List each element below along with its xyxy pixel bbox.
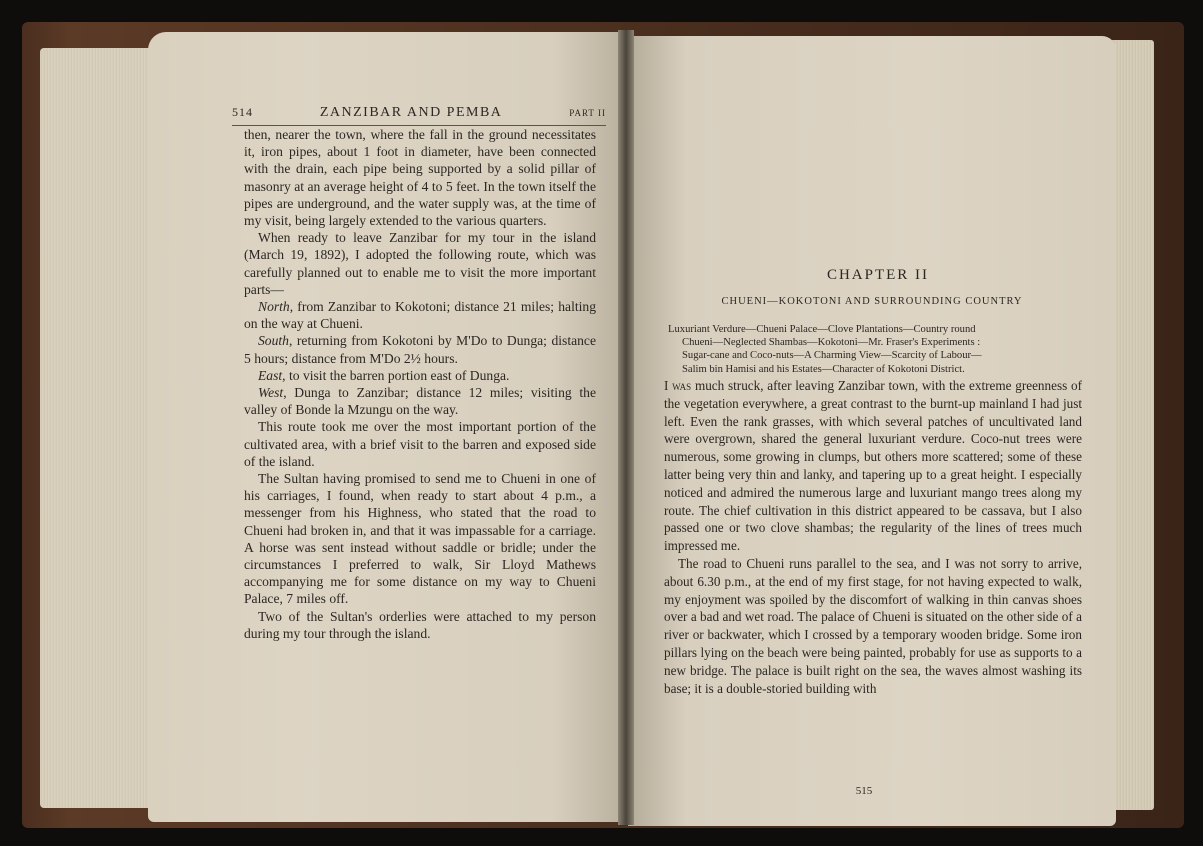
route-entry <box>244 384 596 418</box>
left-page <box>148 32 624 822</box>
part-label: PART II <box>569 108 606 118</box>
synopsis-line: Chueni—Neglected Shambas—Kokotoni—Mr. Fraser's Experiments : <box>682 337 981 349</box>
paragraph-text: much struck, after leaving Zanzibar town, with the extreme greenness of the vegetation everywhere, a great contrast to the burnt-up mainland I had just left. Even the rank grasses, with which several patches of uncultivated land were overgrown, shared the general luxuriant verdure. Coco-nut trees were numerous, some growing in clumps, but others more scattered; some of these latter being very thin and lanky, and tapering up to a great height. I especially noticed and admired the numerous large and luxuriant mango trees along my route. The chief cultivation in this district appeared to be cassava, but I also passed one or two clove shambas; the regularity of the lines of trees much impressed me. <box>664 378 1082 554</box>
route-direction: North <box>258 299 290 315</box>
route-direction: South <box>258 333 289 349</box>
paragraph: The road to Chueni runs parallel to the sea, and I was not sorry to arrive, about 6.30 p.m., at the end of my first stage, for not having expected to walk, my enjoyment was spoiled by the discomfort of walking in thin canvas shoes over a bad and wet road. The palace of Chueni is situated on the other side of a river or backwater, which I crossed by a temporary wooden bridge. Some iron pillars lying on the beach were being painted, probably for use as supports to a new bridge. The palace is built right on the sea, the waves almost washing its base; it is a double-storied building with <box>664 555 1082 696</box>
route-direction: West <box>258 385 284 401</box>
paragraph: When ready to leave Zanzibar for my tour in the island (March 19, 1892), I adopted the following route, which was carefully planned out to enable me to visit the more important parts— <box>244 230 596 297</box>
opening-words: I was <box>664 378 692 393</box>
running-head <box>232 105 606 126</box>
page-number-right: 515 <box>855 785 873 797</box>
paragraph: then, nearer the town, where the fall in the ground necessitates it, iron pipes, about 1 foot in diameter, have been connected with the drain, each pipe being supported by a solid pillar of masonry at an average height of 4 to 5 feet. In the town itself the pipes are underground, and the water supply was, at the time of my visit, being largely extended to the various quarters. <box>244 127 596 229</box>
synopsis-line: Luxuriant Verdure—Chueni Palace—Clove Plantations—Country round <box>668 324 976 335</box>
paragraph: This route took me over the most important portion of the cultivated area, with a brief visit to the barren and exposed side of the island. <box>244 419 596 469</box>
book-gutter <box>618 30 634 825</box>
route-direction: East <box>258 367 283 383</box>
running-title: ZANZIBAR AND PEMBA <box>319 105 503 120</box>
route-text: , to visit the barren portion east of Dunga. <box>282 367 510 383</box>
route-entry <box>244 367 596 384</box>
route-text: , returning from Kokotoni by M'Do to Dunga; distance 5 hours; distance from M'Do 2½ hours. <box>244 333 596 366</box>
page-edges-left <box>40 48 160 808</box>
route-entry <box>244 298 596 332</box>
paragraph: The Sultan having promised to send me to Chueni in one of his carriages, I found, when ready to start about 4 p.m., a messenger from his Highness, who stated that the road to Chueni had broken in, and that it was impassable for a carriage. A horse was sent instead without saddle or bridle; under the circumstances I preferred to walk, Sir Lloyd Mathews accompanying me for some distance on my way to Chueni Palace, 7 miles off. <box>244 471 596 607</box>
chapter-number: CHAPTER II <box>826 267 930 283</box>
right-page-body <box>664 377 1082 697</box>
page-edges-right <box>1110 40 1154 810</box>
synopsis-line: Salim bin Hamisi and his Estates—Character of Kokotoni District. <box>682 363 965 375</box>
page-number-left: 514 <box>232 105 253 119</box>
chapter-title: CHUENI—KOKOTONI AND SURROUNDING COUNTRY <box>721 296 1023 307</box>
synopsis-line: Sugar-cane and Coco-nuts—A Charming View—Scarcity of Labour— <box>682 350 982 362</box>
route-text: , Dunga to Zanzibar; distance 12 miles; visiting the valley of Bonde la Mzungu on the way. <box>244 385 596 418</box>
route-text: , from Zanzibar to Kokotoni; distance 21 miles; halting on the way at Chueni. <box>244 299 596 332</box>
right-page <box>628 36 1116 826</box>
left-page-body <box>244 126 596 642</box>
paragraph: Two of the Sultan's orderlies were attached to my person during my tour through the island. <box>244 608 596 641</box>
paragraph <box>664 377 1082 555</box>
chapter-synopsis <box>668 323 1078 376</box>
route-entry <box>244 332 596 366</box>
